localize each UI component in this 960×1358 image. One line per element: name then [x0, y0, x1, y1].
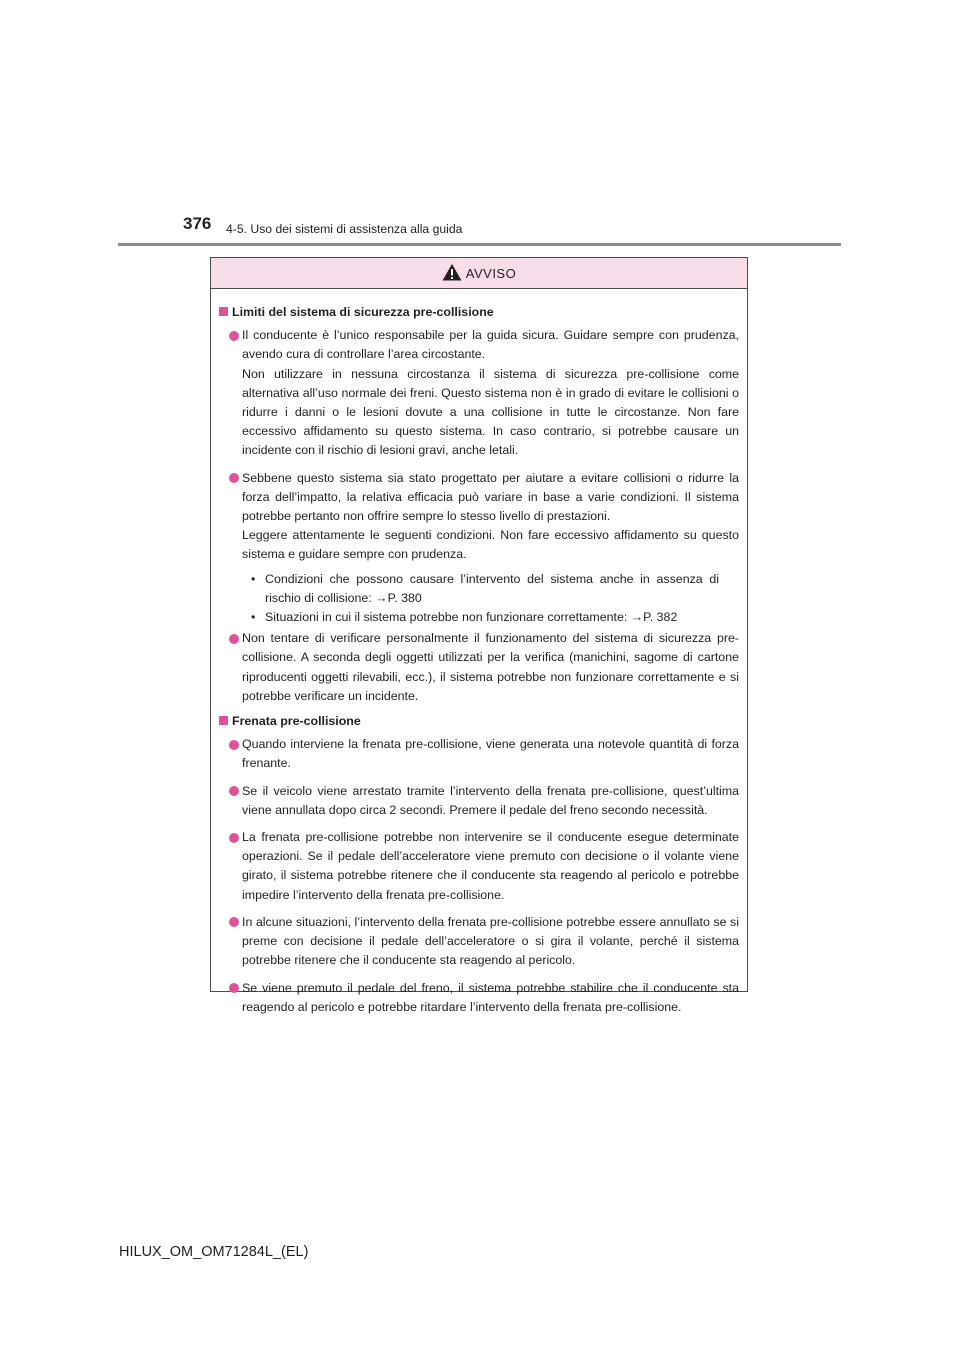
- paragraph: Non tentare di verificare personalmente il funzionamento del sistema di sicurezza pre-collisione. A seconda degli oggetti utilizzati per la verifica (manichini, sagome di cartone riproducenti oggetti rilevabili, ecc.), il sistema potrebbe non funzionare correttamente e si potrebbe verificare un incidente.: [242, 631, 739, 703]
- section-title-text: Limiti del sistema di sicurezza pre-collisione: [232, 305, 494, 319]
- circle-bullet-icon: [229, 331, 239, 341]
- list-item: [219, 629, 739, 706]
- circle-bullet-icon: [229, 786, 239, 796]
- warning-triangle-icon: [442, 263, 462, 281]
- square-bullet-icon: [219, 716, 228, 725]
- paragraph: Quando interviene la frenata pre-collisione, viene generata una notevole quantità di forza frenante.: [242, 737, 739, 771]
- list-item: [219, 735, 739, 773]
- paragraph: Leggere attentamente le seguenti condizioni. Non fare eccessivo affidamento su questo sistema e guidare sempre con prudenza.: [242, 528, 739, 562]
- section-title: 4-5. Uso dei sistemi di assistenza alla guida: [226, 222, 463, 236]
- warning-label: AVVISO: [465, 265, 517, 281]
- list-item: [219, 782, 739, 820]
- warning-header: [211, 258, 747, 289]
- sub-list: [219, 570, 739, 628]
- footer-doc-code: HILUX_OM_OM71284L_(EL): [119, 1244, 309, 1260]
- list-item: [219, 469, 739, 565]
- paragraph: In alcune situazioni, l’intervento della frenata pre-collisione potrebbe essere annullato se si preme con decisione il pedale dell’acceleratore o si gira il volante, perché il sistema potrebbe ritenere che il conducente sta reagendo al pericolo.: [242, 914, 739, 968]
- paragraph: La frenata pre-collisione potrebbe non intervenire se il conducente esegue determinate operazioni. Se il pedale dell’acceleratore viene premuto con decisione o il volante viene girato, il sistema potrebbe ritenere che il conducente sta reagendo al pericolo e potrebbe impedire l’intervento della frenata pre-collisione.: [242, 830, 739, 902]
- circle-bullet-icon: [229, 983, 239, 993]
- warning-box: [210, 257, 748, 1014]
- paragraph: Sebbene questo sistema sia stato progettato per aiutare a evitare collisioni o ridurre la forza dell’impatto, la relativa efficacia può variare in base a varie condizioni. Il sistema potrebbe pertanto non offrire sempre lo stesso livello di prestazioni.: [242, 470, 739, 524]
- section-heading: [219, 712, 739, 731]
- paragraph: Se viene premuto il pedale del freno, il sistema potrebbe stabilire che il conducente sta reagendo al pericolo e potrebbe ritardare l’intervento della frenata pre-collisione.: [242, 980, 739, 1014]
- circle-bullet-icon: [229, 473, 239, 483]
- list-item: [219, 979, 739, 1017]
- section-title-text: Frenata pre-collisione: [232, 714, 361, 729]
- paragraph: Il conducente è l’unico responsabile per la guida sicura. Guidare sempre con prudenza, avendo cura di controllare l’area circostante.: [242, 328, 739, 362]
- paragraph: Se il veicolo viene arrestato tramite l’intervento della frenata pre-collisione, quest’ultima viene annullata dopo circa 2 secondi. Premere il pedale del freno secondo necessità.: [242, 783, 739, 817]
- page-number: 376: [183, 214, 212, 233]
- sub-list-item: • Situazioni in cui il sistema potrebbe non funzionare correttamente: →P. 382: [251, 608, 739, 627]
- circle-bullet-icon: [229, 917, 239, 927]
- list-item: [219, 828, 739, 905]
- header-divider: [118, 243, 841, 246]
- list-item: [219, 913, 739, 971]
- section-heading: [219, 303, 739, 322]
- circle-bullet-icon: [229, 833, 239, 843]
- list-item: [219, 326, 739, 460]
- circle-bullet-icon: [229, 740, 239, 750]
- circle-bullet-icon: [229, 634, 239, 644]
- cross-reference-link[interactable]: Situazioni in cui il sistema potrebbe non funzionare correttamente: →P. 382: [265, 610, 678, 625]
- warning-body: [211, 289, 747, 1017]
- square-bullet-icon: [219, 307, 228, 316]
- paragraph: Non utilizzare in nessuna circostanza il sistema di sicurezza pre-collisione come alternativa all’uso normale dei freni. Questo sistema non è in grado di evitare le collisioni o ridurre i danni o le lesioni dovute a una collisione in tutte le circostanze. Non fare eccessivo affidamento su questo sistema. In caso contrario, si potrebbe causare un incidente con il rischio di lesioni gravi, anche letali.: [242, 366, 739, 458]
- cross-reference-link[interactable]: Condizioni che possono causare l’intervento del sistema anche in assenza di rischio di collisione: →P. 380: [265, 571, 719, 605]
- sub-list-item: • Condizioni che possono causare l’intervento del sistema anche in assenza di rischio di collisione: →P. 380: [251, 570, 739, 608]
